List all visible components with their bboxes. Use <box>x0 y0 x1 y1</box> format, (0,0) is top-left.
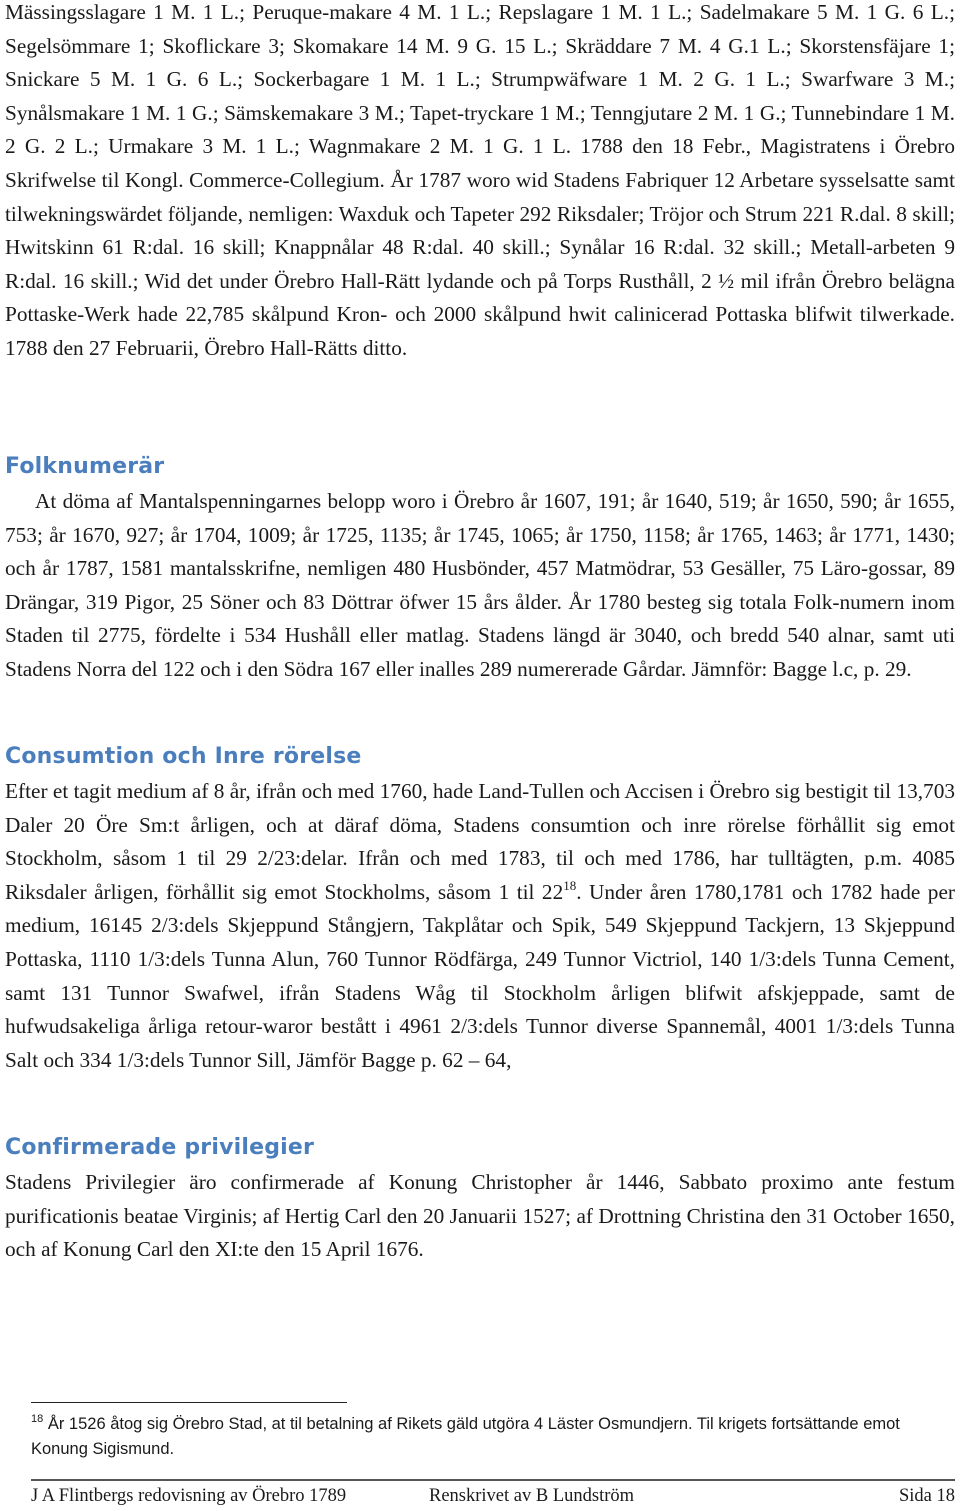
body-paragraph-population: At döma af Mantalspenningarnes belopp woro i Örebro år 1607, 191; år 1640, 519; år 1650, 590; år 1655, 753; år 1670, 927; år 1704, 1009; år 1725, 1135; år 1745, 1065; år 1750, 1158; år 1765, 1463; år 1771, 1430; och år 1787, 1581 mantalsskrifne, nemligen 480 Husbönder, 457 Matmödrar, 53 Gesäller, 75 Läro-gossar, 89 Drängar, 319 Pigor, 25 Söner och 83 Döttrar öfwer 15 års ålder. År 1780 besteg sig totala Folk-numern inom Staden til 2775, fördelte i 534 Hushåll eller matlag. Stadens längd är 3040, och bredd 540 alnar, samt uti Stadens Norra del 122 och i den Södra 167 eller inalles 289 numererade Gårdar. Jämnför: Bagge l.c, p. 29. <box>5 489 955 681</box>
footer-transcriber: Renskrivet av B Lundström <box>429 1486 635 1506</box>
section-heading-privilegier: Confirmerade privilegier <box>5 1135 315 1160</box>
footnote-separator <box>31 1402 347 1403</box>
body-paragraph-consumtion <box>5 775 955 1077</box>
footnote-reference[interactable]: 18 <box>563 877 577 893</box>
footnote <box>31 1412 911 1462</box>
consumtion-text-end: . Under åren 1780,1781 och 1782 hade per medium, 16145 2/3:dels Skjeppund Stångjern, Takplåtar och Spik, 549 Skjeppund Tackjern, 13 Skjeppund Pottaska, 1110 1/3:dels Tunna Alun, 760 Tunnor Rödfärga, 249 Tunnor Victriol, 140 1/3:dels Tunna Cement, samt 131 Tunnor Swafwel, ifrån Stadens Wåg til Stockholm årligen blifwit afskjeppade, samt de hufwudsakeliga årliga retour-waror bestått i 4961 2/3:dels Tunnor diverse Spannemål, 4001 1/3:dels Tunna Salt och 334 1/3:dels Tunnor Sill, Jämför Bagge p. 62 – 64, <box>5 879 955 1072</box>
footnote-number: 18 <box>31 1413 44 1425</box>
consumtion-text-start: Efter et tagit medium af 8 år, ifrån och med 1760, hade Land-Tullen och Accisen i Örebro sig bestigit til 13,703 Daler 20 Öre Sm:t årligen, och at däraf döma, Stadens consumtion och inre rörelse förhållit sig emot Stockholm, såsom 1 til 29 2/23:delar. Ifrån och med 1783, til och med 1786, har tulltägten, p.m. 4085 Riksdaler årligen, förhållit sig emot Stockholms, såsom 1 til 22 <box>5 779 955 904</box>
footer-title: J A Flintbergs redovisning av Örebro 1789 <box>31 1486 347 1506</box>
footer-separator <box>31 1479 955 1481</box>
body-paragraph-occupations: Mässingsslagare 1 M. 1 L.; Peruque-makare 4 M. 1 L.; Repslagare 1 M. 1 L.; Sadelmakare 5 M. 1 G. 6 L.; Segelsömmare 1; Skoflickare 3; Skomakare 14 M. 9 G. 15 L.; Skräddare 7 M. 4 G.1 L.; Skorstensfäjare 1; Snickare 5 M. 1 G. 6 L.; Sockerbagare 1 M. 1 L.; Strumpwäfware 1 M. 2 G. 1 L.; Swarfware 3 M.; Synålsmakare 1 M. 1 G.; Sämskemakare 3 M.; Tapet-tryckare 1 M.; Tenngjutare 2 M. 1 G.; Tunnebindare 1 M. 2 G. 2 L.; Urmakare 3 M. 1 L.; Wagnmakare 2 M. 1 G. 1 L. 1788 den 18 Febr., Magistratens i Örebro Skrifwelse til Kongl. Commerce-Collegium. År 1787 woro wid Stadens Fabriquer 12 Arbetare sysselsatte samt tilwekningswärdet följande, nemligen: Waxduk och Tapeter 292 Riksdaler; Tröjor och Strum 221 R.dal. 8 skill; Hwitskinn 61 R:dal. 16 skill; Knappnålar 48 R:dal. 40 skill.; Synålar 16 R:dal. 32 skill.; Metall-arbeten 9 R:dal. 16 skill.; Wid det under Örebro Hall-Rätt lydande och på Torps Rusthåll, 2 ½ mil ifrån Örebro belägna Pottaske-Werk hade 22,785 skålpund Kron- och 2000 skålpund hwit calinicerad Pottaska blifwit tilwerkade. 1788 den 27 Februarii, Örebro Hall-Rätts ditto. <box>5 0 955 360</box>
body-paragraph-privilegier: Stadens Privilegier äro confirmerade af Konung Christopher år 1446, Sabbato proximo ante festum purificationis beatae Virginis; af Hertig Carl den 20 Januarii 1527; af Drottning Christina den 31 October 1650, och af Konung Carl den XI:te den 15 April 1676. <box>5 1170 955 1262</box>
footnote-text: År 1526 åtog sig Örebro Stad, at til betalning af Rikets gäld utgöra 4 Läster Osmundjern. Til krigets fortsättande emot Konung Sigismund. <box>31 1415 900 1458</box>
footer-page-number: Sida 18 <box>898 1486 955 1506</box>
section-heading-folknumerar: Folknumerär <box>5 454 165 479</box>
section-heading-consumtion: Consumtion och Inre rörelse <box>5 744 362 769</box>
